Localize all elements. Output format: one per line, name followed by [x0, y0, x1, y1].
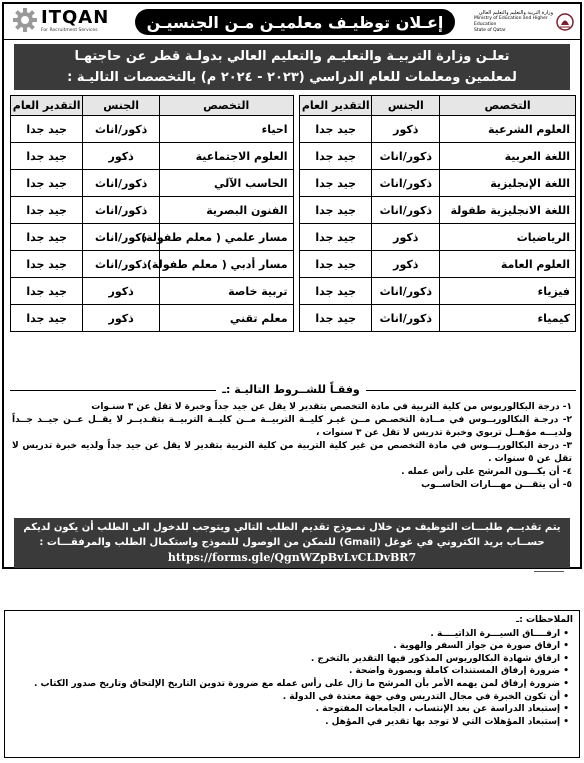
itqan-logo — [12, 7, 109, 33]
note-item: • إستبعاد الدراسة عن بعد الإنتساب ، الجامعات المفتوحة . — [11, 703, 569, 716]
column-separator — [293, 305, 300, 332]
specialty-cell: اللغة الإنجليزية — [440, 170, 576, 197]
gender-cell: ذكور/اناث — [83, 197, 160, 224]
note-item: • ارفاق شهادة البكالوريوس المذكور فيها التقدير بالتخرج . — [11, 653, 569, 666]
grade-cell: جيد جدا — [300, 170, 372, 197]
column-separator — [293, 224, 300, 251]
column-separator — [293, 278, 300, 305]
specialty-cell: فيزياء — [440, 278, 576, 305]
condition-item: ٤- أن يكـــون المرشح على رأس عمله . — [401, 467, 572, 477]
gender-cell: ذكور — [83, 143, 160, 170]
gender-cell: ذكور/اناث — [372, 305, 440, 332]
col-header-grade: التقدير العام — [11, 96, 83, 116]
intro-line: تعلـن وزارة التربيـة والتعليـم والتعليم العالي بدولـة قطر عن حاجتهـا — [74, 49, 510, 64]
col-header-specialty: التخصص — [159, 96, 293, 116]
specialty-cell: معلم تقني — [159, 305, 293, 332]
grade-cell: جيد جدا — [11, 170, 83, 197]
apply-line: يتم تقديــم طلبـــات التوظيف من خلال نمـوذج تقديم الطلب التالي ويتوجب للدخول الى الطلب أن يكون لديكم — [23, 522, 561, 533]
grade-cell: جيد جدا — [300, 251, 372, 278]
application-form-link[interactable]: https://forms.gle/QgnWZpBvLvCLDvBR7 — [167, 551, 417, 564]
specialty-cell: مسار علمي ( معلم طفولة) — [159, 224, 293, 251]
specialty-cell: العلوم الاجتماعية — [159, 143, 293, 170]
note-item: • ارفــــاق السيـــرة الذاتيــــة . — [11, 628, 569, 641]
job-advertisement — [2, 2, 582, 569]
gender-cell: ذكور — [83, 278, 160, 305]
specialty-cell: الرياضيات — [440, 224, 576, 251]
table-row — [11, 305, 576, 332]
gender-cell: ذكور/اناث — [372, 170, 440, 197]
conditions-title: وفقـاً للشــروط التاليـة :ـ — [216, 382, 366, 398]
notes-box — [4, 610, 580, 758]
note-item: • ضرورة إرفاق لمن يهمه الأمر بأن المرشح ما زال على رأس عمله مع ضرورة تدوين التاريخ الإلتحاق وتاريخ صدور الكتاب . — [11, 678, 569, 691]
gender-cell: ذكور/اناث — [83, 116, 160, 143]
grade-cell: جيد جدا — [300, 197, 372, 224]
note-item: • ارفاق صورة من جواز السفر والهوية . — [11, 640, 569, 653]
ad-title: إعـلان توظيـف معلميـن مـن الجنسيـن — [135, 9, 455, 35]
grade-cell: جيد جدا — [300, 305, 372, 332]
conditions-list — [12, 401, 572, 492]
table-row — [11, 224, 576, 251]
grade-cell: جيد جدا — [11, 116, 83, 143]
intro-line: لمعلمين ومعلمات للعام الدراسي (٢٠٢٣ - ٢٠٢٤ م) بالتخصصات التاليـة : — [67, 70, 517, 85]
grade-cell: جيد جدا — [300, 278, 372, 305]
specialty-cell: مسار أدبي ( معلم طفولة) — [159, 251, 293, 278]
table-row — [11, 116, 576, 143]
table-row — [11, 197, 576, 224]
table-row — [11, 143, 576, 170]
gender-cell: ذكور — [372, 116, 440, 143]
specialty-cell: احياء — [159, 116, 293, 143]
gender-cell: ذكور/اناث — [83, 224, 160, 251]
col-header-gender: الجنس — [372, 96, 440, 116]
specialty-cell: الحاسب الآلي — [159, 170, 293, 197]
itqan-wordmark — [41, 8, 109, 33]
grade-cell: جيد جدا — [11, 251, 83, 278]
qatar-emblem-icon — [556, 10, 574, 34]
condition-item: ٥- أن يتقـــن مهـــارات الحاســوب — [421, 480, 572, 490]
notes-title: الملاحظات :ـ — [516, 615, 573, 625]
note-item: • ضرورة إرفاق المستندات كاملة وبصورة واضحة . — [11, 665, 569, 678]
grade-cell: جيد جدا — [11, 224, 83, 251]
col-header-specialty: التخصص — [440, 96, 576, 116]
gender-cell: ذكور/اناث — [83, 251, 160, 278]
specialty-cell: العلوم الشرعية — [440, 116, 576, 143]
column-separator — [293, 96, 300, 116]
grade-cell: جيد جدا — [11, 197, 83, 224]
gender-cell: ذكور/اناث — [372, 197, 440, 224]
ministry-text — [474, 10, 553, 34]
col-header-gender: الجنس — [83, 96, 160, 116]
column-separator — [293, 251, 300, 278]
column-separator — [293, 116, 300, 143]
gender-cell: ذكور/اناث — [372, 278, 440, 305]
table-row — [11, 251, 576, 278]
specialty-cell: العلوم العامة — [440, 251, 576, 278]
gender-cell: ذكور/اناث — [83, 170, 160, 197]
specialty-cell: الفنون البصرية — [159, 197, 293, 224]
application-banner — [14, 518, 570, 568]
apply-line: حســاب بريد الكتروني في غوغل (Gmail) للتمكن من الوصول للنموذج واستكمال الطلب والمرفقـــات : — [39, 537, 545, 548]
column-separator — [293, 197, 300, 224]
specialty-cell: اللغة العربية — [440, 143, 576, 170]
itqan-tagline: For Recruitment Services — [41, 27, 98, 33]
ministry-name-ar: وزارة التربية والتعليم والتعليم العالي — [478, 10, 553, 16]
table-row — [11, 278, 576, 305]
intro-banner — [14, 44, 570, 90]
ministry-country-en: State of Qatar — [474, 28, 506, 33]
column-separator — [293, 170, 300, 197]
itqan-name: ITQAN — [41, 6, 110, 28]
condition-item: ١- درجة البكالوريوس من كلية التربية في مادة التخصص بتقدير لا يقل عن جيد جداً وخبرة لا تقل عن ٣ سنـوات — [91, 402, 572, 412]
note-item: • إستبعاد المؤهلات التي لا توجد بها تقدير في المؤهل . — [11, 716, 569, 729]
gear-icon — [12, 7, 38, 33]
specialties-table — [10, 95, 576, 332]
gender-cell: ذكور — [372, 251, 440, 278]
ministry-logo — [474, 8, 574, 36]
col-header-grade: التقدير العام — [300, 96, 372, 116]
gender-cell: ذكور/اناث — [372, 143, 440, 170]
specialty-cell: تربية خاصة — [159, 278, 293, 305]
gender-cell: ذكور — [83, 305, 160, 332]
grade-cell: جيد جدا — [300, 224, 372, 251]
specialty-cell: كيمياء — [440, 305, 576, 332]
grade-cell: جيد جدا — [300, 143, 372, 170]
note-item: • أن تكون الخبرة في مجال التدريس وفي جهة معتدة في الدولة . — [11, 691, 569, 704]
gender-cell: ذكور — [372, 224, 440, 251]
table-row — [11, 170, 576, 197]
grade-cell: جيد جدا — [11, 143, 83, 170]
ad-header — [4, 4, 580, 40]
condition-item: ٣- درجة البكالوريـــوس في مادة التخصص من غير كلية التربية من كلية التربية بتقدير لا يقل عن جيد جداً ولديه خبرة تدريس لا تقل عن ٥ سنوات . — [12, 441, 572, 464]
column-separator — [293, 143, 300, 170]
table-header-row — [11, 96, 576, 116]
notes-list — [11, 628, 573, 729]
grade-cell: جيد جدا — [300, 116, 372, 143]
specialty-cell: اللغة الانجليزية طفولة — [440, 197, 576, 224]
condition-item: ٢- درجـة البكالوريــوس في مــادة التخصـص مــن غيـر كليــة التربيــة مــن كليــة التربيــة بتقـديــر لا يقــل عــن جيــد جــداً ولديـــه مؤهــل تربوي وخبرة تدريس لا تقل عن ٣ سنوات ، — [12, 415, 572, 438]
grade-cell: جيد جدا — [11, 278, 83, 305]
ministry-name-en: Ministry of Education and Higher Education — [474, 16, 548, 27]
grade-cell: جيد جدا — [11, 305, 83, 332]
page-cut-mark — [534, 571, 564, 572]
